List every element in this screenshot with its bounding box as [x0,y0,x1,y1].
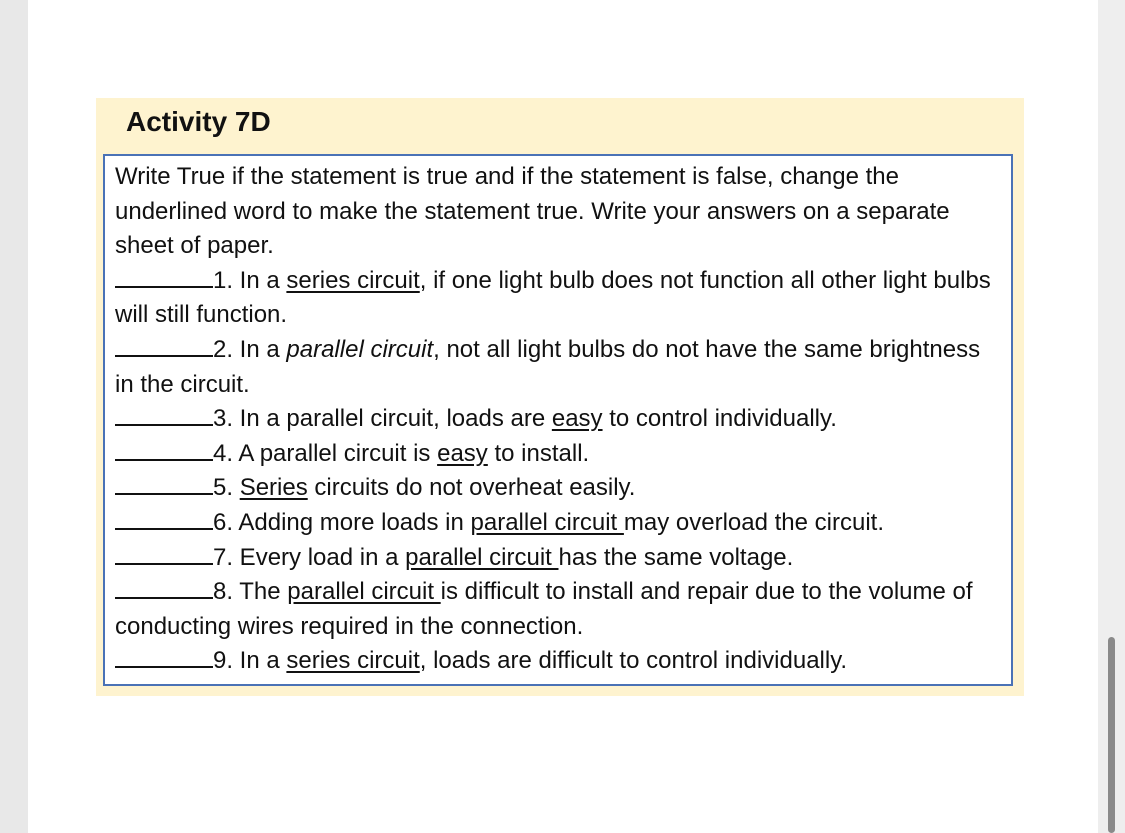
list-item [115,541,1001,576]
item-text: has the same voltage. [558,543,794,571]
item-keyword: easy [437,439,488,467]
answer-blank [115,437,213,461]
item-text [233,474,240,501]
list-item [115,506,1001,541]
item-text: Adding more loads in [233,508,471,536]
list-item [115,644,1001,679]
left-margin [0,0,28,833]
item-text: to install. [487,439,590,467]
instructions: Write True if the statement is true and if the statement is false, change the underlined word to make the statement true. Write your answers on a separate sheet of paper. [115,163,950,260]
item-keyword: series circuit [286,266,420,294]
item-text: may overload the circuit. [623,508,884,536]
activity-panel [96,98,1024,696]
item-keyword: easy [551,405,603,433]
item-keyword: parallel circuit [287,578,441,606]
item-number: 3. [213,405,234,433]
item-text: In a [233,335,287,363]
answer-blank [115,402,213,426]
item-number: 7. [213,543,234,571]
item-keyword: parallel circuit [286,335,434,363]
item-text: Every load in a [233,543,406,571]
activity-title: Activity 7D [126,106,271,137]
list-item [115,264,1001,333]
item-keyword: parallel circuit [405,543,559,571]
item-keyword: parallel circuit [470,508,624,536]
item-text: A parallel circuit is [233,439,438,467]
item-number: 2. [213,335,234,363]
item-text: is difficult to install and repair due to the volume of conducting wires required in the connection. [115,578,973,640]
item-text: , not all light bulbs do not have the same brightness in the circuit. [115,335,981,398]
list-item [115,471,1001,506]
answer-blank [115,644,213,668]
item-text: to control individually. [602,405,837,433]
item-keyword: series circuit [286,647,420,675]
item-text: In a parallel circuit, loads are [233,405,552,433]
item-number: 1. [213,266,234,294]
scrollbar-thumb[interactable] [1108,637,1115,833]
item-number: 8. [213,578,234,606]
answer-blank [115,541,213,565]
list-item [115,575,1001,644]
item-number: 4. [213,439,234,467]
item-text: , if one light bulb does not function all other light bulbs will still function. [115,266,991,329]
item-text: In a [233,266,287,294]
item-text: The [233,578,288,606]
answer-blank [115,471,213,495]
item-number: 5. [213,474,234,502]
item-number: 9. [213,647,234,675]
answer-blank [115,264,213,288]
answer-blank [115,575,213,599]
item-text: , loads are difficult to control individually. [419,647,848,675]
item-number: 6. [213,508,234,536]
list-item [115,402,1001,437]
activity-box [103,154,1013,686]
item-text: circuits do not overheat easily. [307,474,636,502]
item-list [115,264,1001,679]
item-keyword: Series [239,474,308,502]
answer-blank [115,333,213,357]
answer-blank [115,506,213,530]
item-text: In a [233,647,287,675]
list-item [115,333,1001,402]
list-item [115,437,1001,472]
